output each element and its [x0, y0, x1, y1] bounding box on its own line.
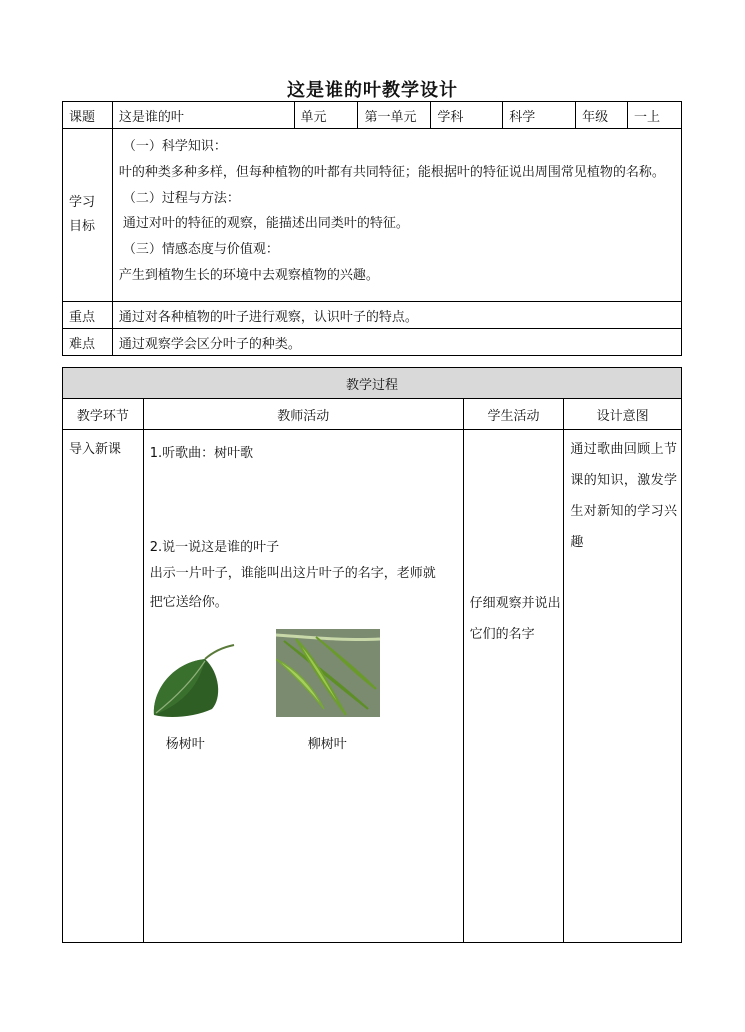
process-header-row	[63, 368, 682, 399]
key-point-text: 通过对各种植物的叶子进行观察，认识叶子的特点。	[112, 302, 681, 329]
key-point-row	[63, 302, 682, 329]
intent-cell: 通过歌曲回顾上节课的知识，激发学生对新知的学习兴趣	[564, 430, 682, 943]
teacher-cell	[143, 430, 463, 943]
column-student: 学生活动	[463, 399, 564, 430]
info-table	[62, 101, 682, 356]
subject-label: 学科	[431, 102, 503, 129]
goal-attitude-text: 产生到植物生长的环境中去观察植物的兴趣。	[118, 267, 379, 283]
teacher-step2: 2.说一说这是谁的叶子	[149, 540, 280, 555]
column-intent: 设计意图	[564, 399, 682, 430]
teacher-step2-line2: 把它送给你。	[149, 595, 228, 610]
process-header: 教学过程	[63, 368, 682, 399]
page-title: 这是谁的叶教学设计	[287, 80, 458, 101]
leaf-pictures	[150, 629, 457, 759]
column-teacher: 教师活动	[143, 399, 463, 430]
grade-value: 一上	[628, 102, 682, 129]
poplar-caption: 杨树叶	[165, 737, 205, 752]
unit-label: 单元	[294, 102, 358, 129]
topic-label: 课题	[63, 102, 113, 129]
unit-value: 第一单元	[358, 102, 431, 129]
teacher-step2-line1: 出示一片叶子，谁能叫出这片叶子的名字，老师就	[149, 566, 436, 581]
goal-heading-attitude: （三）情感态度与价值观：	[122, 242, 279, 258]
goals-label	[63, 129, 113, 302]
goal-heading-knowledge: （一）科学知识：	[122, 139, 227, 154]
process-columns-row	[63, 399, 682, 430]
topic-value: 这是谁的叶	[112, 102, 294, 129]
stage-cell: 导入新课	[63, 430, 144, 943]
goals-label-line1: 学习	[69, 195, 96, 210]
goal-knowledge-text: 叶的种类多种多样，但每种植物的叶都有共同特征；能根据叶的特征说出周围常见植物的名称。	[118, 164, 665, 180]
student-cell: 仔细观察并说出它们的名字	[463, 430, 564, 943]
column-stage: 教学环节	[63, 399, 144, 430]
grade-label: 年级	[576, 102, 628, 129]
goals-label-line2: 目标	[69, 219, 96, 234]
goals-row	[63, 129, 682, 302]
teacher-step1: 1.听歌曲：树叶歌	[149, 446, 254, 461]
process-row	[63, 430, 682, 943]
goal-heading-process: （二）过程与方法：	[122, 190, 240, 206]
poplar-leaf-image	[150, 643, 240, 723]
willow-leaf-image	[276, 629, 380, 717]
difficulty-text: 通过观察学会区分叶子的种类。	[112, 329, 681, 356]
subject-value: 科学	[503, 102, 576, 129]
difficulty-label: 难点	[63, 329, 113, 356]
info-row	[63, 102, 682, 129]
key-point-label: 重点	[63, 302, 113, 329]
goal-process-text: 通过对叶的特征的观察，能描述出同类叶的特征。	[122, 216, 409, 232]
willow-caption: 柳树叶	[307, 737, 347, 752]
goals-content	[112, 129, 681, 302]
difficulty-row	[63, 329, 682, 356]
process-table	[62, 367, 682, 943]
